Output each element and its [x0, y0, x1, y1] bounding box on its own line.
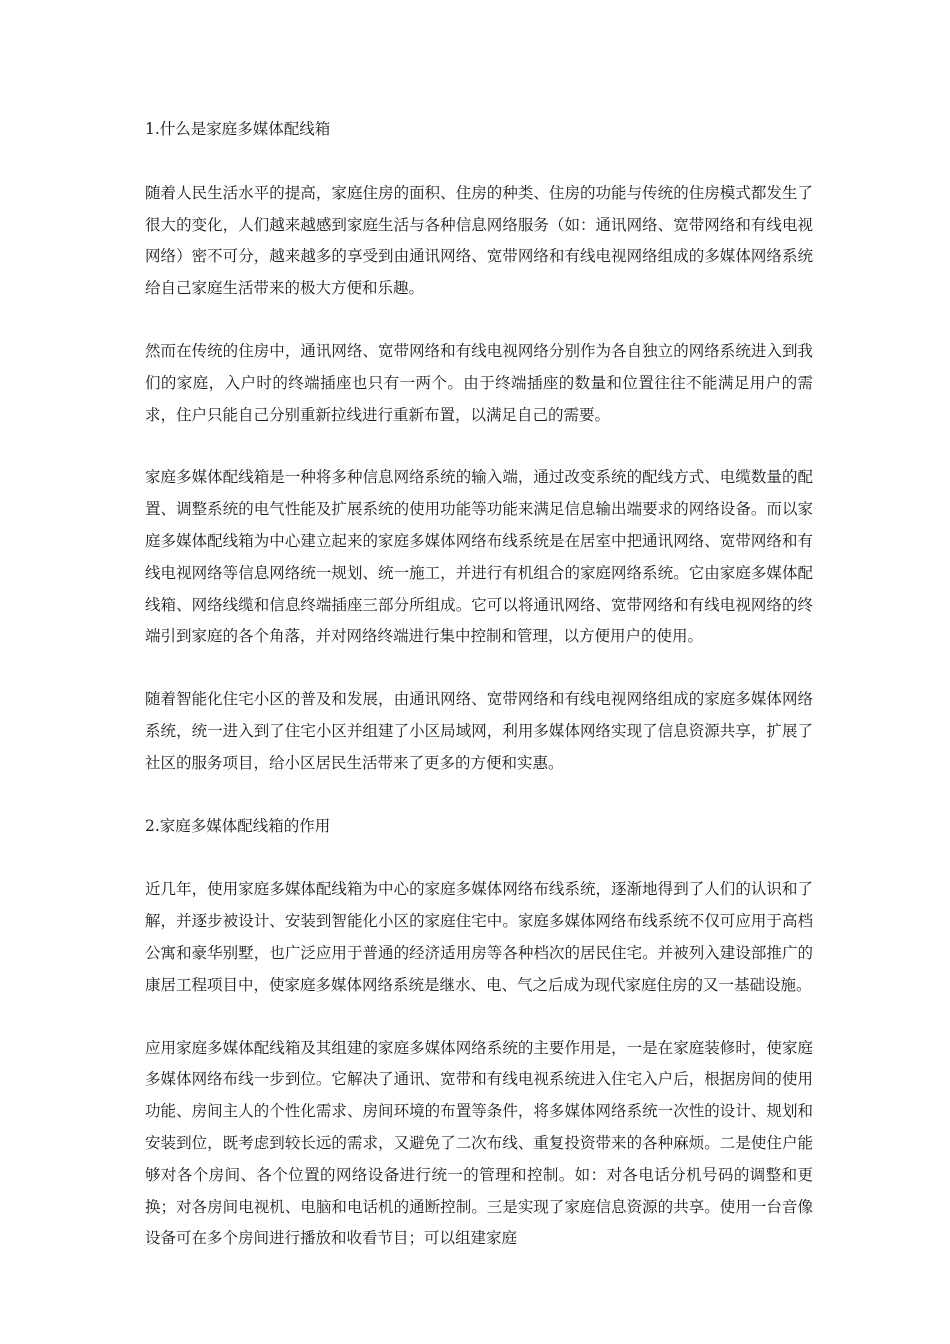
section-heading: 1.什么是家庭多媒体配线箱	[145, 120, 331, 138]
paragraph: 随着智能化住宅小区的普及和发展，由通讯网络、宽带网络和有线电视网络组成的家庭多媒体网络系统，统一进入到了住宅小区并组建了小区局域网，利用多媒体网络实现了信息资源共享，扩展了社区的服务项目，给小区居民生活带来了更多的方便和实惠。	[145, 690, 813, 772]
paragraph: 近几年，使用家庭多媒体配线箱为中心的家庭多媒体网络布线系统，逐渐地得到了人们的认识和了解，并逐步被设计、安装到智能化小区的家庭住宅中。家庭多媒体网络布线系统不仅可应用于高档公寓和豪华别墅，也广泛应用于普通的经济适用房等各种档次的居民住宅。并被列入建设部推广的康居工程项目中，使家庭多媒体网络系统是继水、电、气之后成为现代家庭住房的又一基础设施。	[145, 880, 813, 994]
document-page	[145, 114, 813, 1255]
section-heading: 2.家庭多媒体配线箱的作用	[145, 816, 331, 835]
paragraph: 然而在传统的住房中，通讯网络、宽带网络和有线电视网络分别作为各自独立的网络系统进入到我们的家庭，入户时的终端插座也只有一两个。由于终端插座的数量和位置往往不能满足用户的需求，住户只能自己分别重新拉线进行重新布置，以满足自己的需要。	[145, 341, 813, 424]
paragraph: 随着人民生活水平的提高，家庭住房的面积、住房的种类、住房的功能与传统的住房模式都发生了很大的变化，人们越来越感到家庭生活与各种信息网络服务（如：通讯网络、宽带网络和有线电视网络）密不可分，越来越多的享受到由通讯网络、宽带网络和有线电视网络组成的多媒体网络系统给自己家庭生活带来的极大方便和乐趣。	[145, 183, 813, 298]
paragraph: 应用家庭多媒体配线箱及其组建的家庭多媒体网络系统的主要作用是，一是在家庭装修时，使家庭多媒体网络布线一步到位。它解决了通讯、宽带和有线电视系统进入住宅入户后，根据房间的使用功能、房间主人的个性化需求、房间环境的布置等条件，将多媒体网络系统一次性的设计、规划和安装到位，既考虑到较长远的需求，又避免了二次布线、重复投资带来的各种麻烦。二是使住户能够对各个房间、各个位置的网络设备进行统一的管理和控制。如：对各电话分机号码的调整和更换；对各房间电视机、电脑和电话机的通断控制。三是实现了家庭信息资源的共享。使用一台音像设备可在多个房间进行播放和收看节目；可以组建家庭	[145, 1038, 813, 1248]
paragraph: 家庭多媒体配线箱是一种将多种信息网络系统的输入端，通过改变系统的配线方式、电缆数量的配置、调整系统的电气性能及扩展系统的使用功能等功能来满足信息输出端要求的网络设备。而以家庭多媒体配线箱为中心建立起来的家庭多媒体网络布线系统是在居室中把通讯网络、宽带网络和有线电视网络等信息网络统一规划、统一施工，并进行有机组合的家庭网络系统。它由家庭多媒体配线箱、网络线缆和信息终端插座三部分所组成。它可以将通讯网络、宽带网络和有线电视网络的终端引到家庭的各个角落，并对网络终端进行集中控制和管理，以方便用户的使用。	[145, 468, 813, 646]
